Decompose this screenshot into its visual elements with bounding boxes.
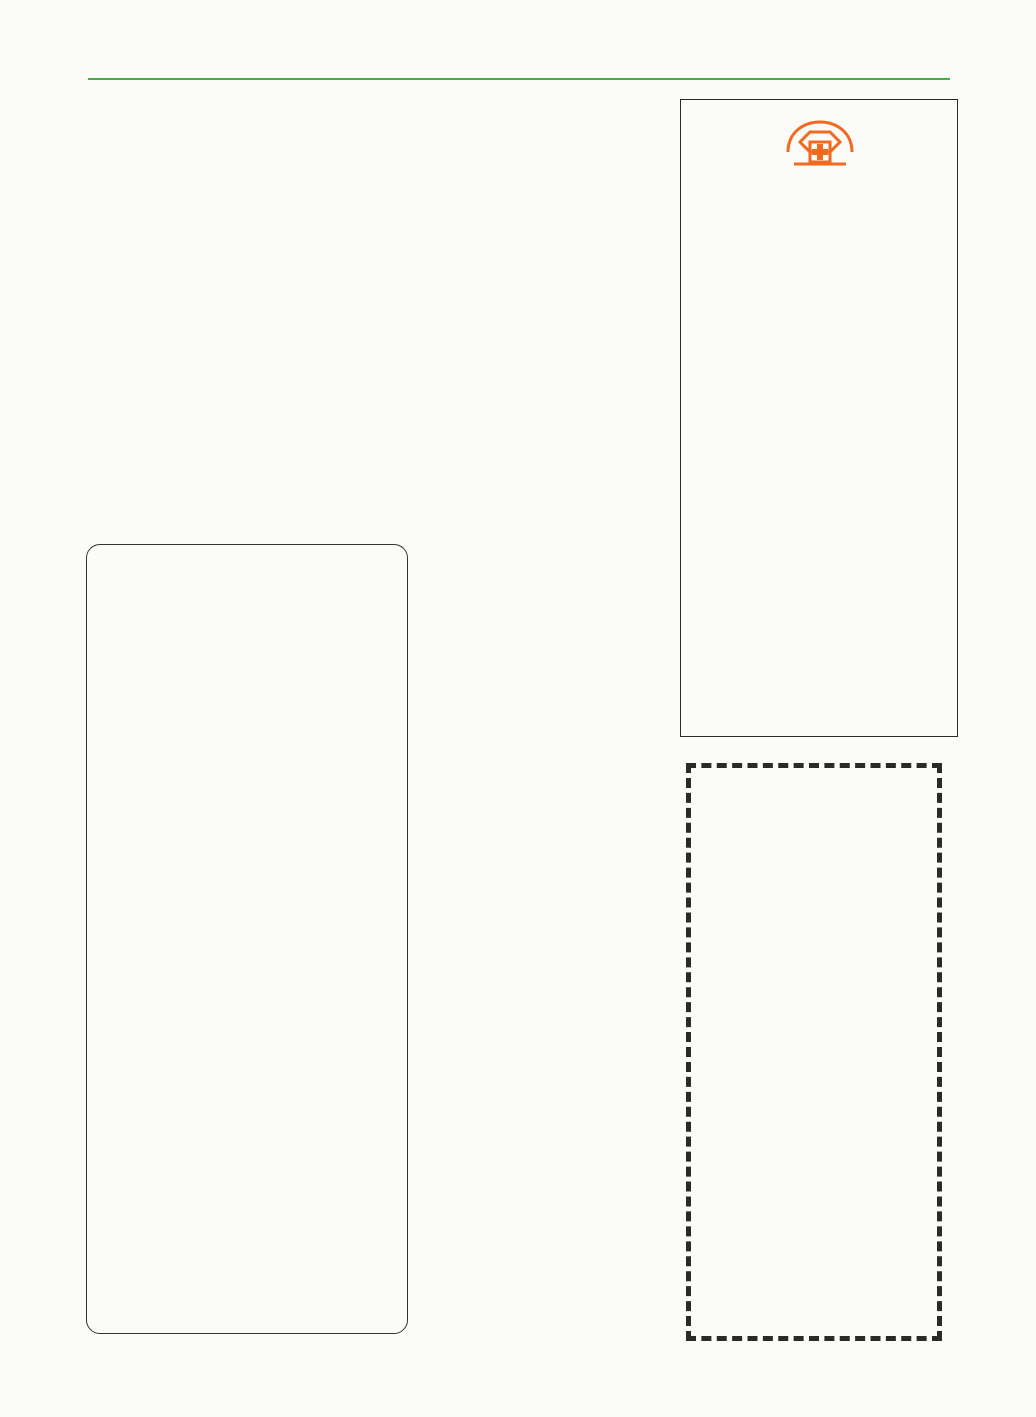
toc-box xyxy=(686,763,942,1341)
masthead-box xyxy=(680,99,958,737)
sidebox-frame xyxy=(86,544,408,1334)
hospital-logo-icon xyxy=(780,108,860,188)
header-rule xyxy=(88,78,950,80)
